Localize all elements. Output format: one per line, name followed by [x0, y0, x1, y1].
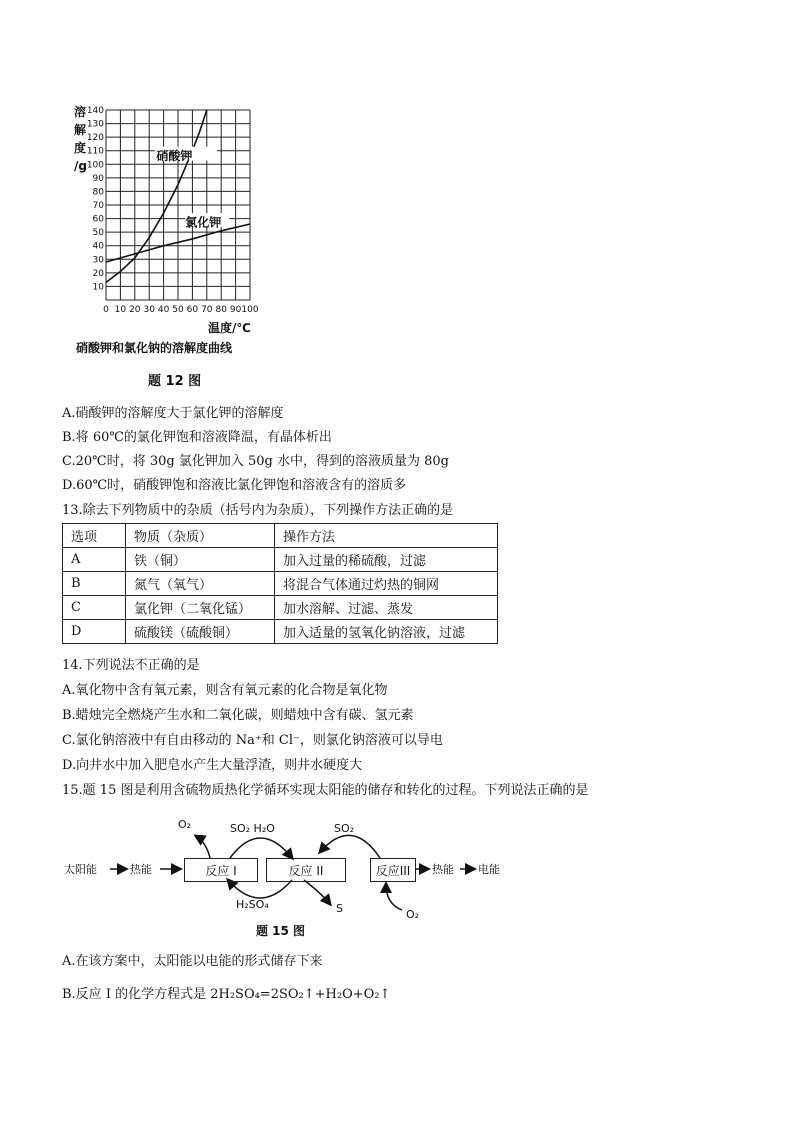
y-tick-label: 130: [86, 119, 104, 130]
q12-option-b: B.将 60℃的氯化钾饱和溶液降温，有晶体析出: [62, 430, 332, 445]
label-s: S: [336, 902, 343, 915]
x-tick-label: 80: [215, 305, 227, 315]
table-cell: 将混合气体通过灼热的铜网: [275, 572, 498, 596]
y-tick-label: 70: [92, 201, 104, 211]
label-electric-energy: 电能: [478, 863, 500, 876]
table-row: [63, 548, 498, 572]
label-heat-energy-left: 热能: [130, 863, 152, 876]
label-heat-energy-right: 热能: [432, 863, 454, 876]
y-tick-label: 110: [86, 146, 104, 157]
table-header-cell: 物质（杂质）: [126, 524, 275, 548]
chart-caption: 题 12 图: [148, 374, 202, 389]
x-tick-label: 50: [172, 305, 184, 315]
q15-option-b: B.反应 I 的化学方程式是 2H₂SO₄=2SO₂↑+H₂O+O₂↑: [62, 987, 391, 1002]
y-tick-label: 20: [92, 268, 104, 279]
chart-title: 硝酸钾和氯化钠的溶解度曲线: [76, 341, 233, 355]
x-axis-label: 温度/℃: [208, 321, 251, 335]
label-solar-energy: 太阳能: [64, 863, 97, 876]
y-tick-label: 80: [92, 187, 104, 198]
table-cell: D: [63, 620, 126, 644]
q12-option-d: D.60℃时，硝酸钾饱和溶液比氯化钾饱和溶液含有的溶质多: [62, 478, 407, 493]
q12-option-c: C.20℃时，将 30g 氯化钾加入 50g 水中，得到的溶液质量为 80g: [62, 454, 449, 469]
x-tick-label: 10: [114, 305, 127, 315]
y-tick-label: 100: [86, 160, 104, 171]
table-row: [63, 620, 498, 644]
x-tick-label: 40: [157, 305, 170, 315]
label-o2-bottom: O₂: [406, 908, 420, 921]
table-cell: 加水溶解、过滤、蒸发: [275, 596, 498, 620]
y-tick-label: 140: [86, 106, 104, 116]
diagram-caption: 题 15 图: [256, 924, 306, 938]
table-cell: 加入过量的稀硫酸，过滤: [275, 548, 498, 572]
q14-option-d: D.向井水中加入肥皂水产生大量浮渣，则井水硬度大: [62, 758, 363, 773]
table-cell: 硫酸镁（硫酸铜）: [126, 620, 275, 644]
table-cell: 加入适量的氢氧化钠溶液，过滤: [275, 620, 498, 644]
q14-option-a: A.氧化物中含有氧元素，则含有氧元素的化合物是氧化物: [62, 683, 388, 698]
series-label-potassium-chloride: 氯化钾: [185, 215, 222, 230]
x-tick-label: 20: [129, 305, 141, 315]
table-header-row: [63, 524, 498, 548]
q13-stem: 13.除去下列物质中的杂质（括号内为杂质），下列操作方法正确的是: [62, 503, 454, 518]
x-tick-label: 0: [103, 305, 109, 315]
table-cell: 氮气（氧气）: [126, 572, 275, 596]
table-header-cell: 操作方法: [275, 524, 498, 548]
x-tick-label: 100: [241, 305, 259, 315]
q12-option-a: A.硝酸钾的溶解度大于氯化钾的溶解度: [62, 406, 284, 421]
x-tick-label: 60: [186, 305, 199, 315]
label-so2-h2o: SO₂ H₂O: [230, 822, 275, 835]
table-header-cell: 选项: [63, 524, 126, 548]
y-axis-label: /g: [74, 159, 87, 173]
q15-stem: 15.题 15 图是利用含硫物质热化学循环实现太阳能的储存和转化的过程。下列说法正确的是: [62, 783, 589, 798]
y-axis-label: 溶: [74, 105, 87, 119]
q14-stem: 14.下列说法不正确的是: [62, 658, 200, 673]
box-reaction-1: 反应 I: [184, 858, 258, 882]
table-row: [63, 596, 498, 620]
series-line-potassium-nitrate: [106, 110, 207, 282]
cycle-diagram: [60, 812, 520, 942]
y-tick-label: 120: [86, 133, 104, 144]
x-tick-label: 70: [201, 305, 213, 315]
label-so2-top: SO₂: [334, 822, 355, 835]
q15-option-a: A.在该方案中，太阳能以电能的形式储存下来: [62, 954, 323, 969]
solubility-chart-svg: [60, 100, 300, 400]
solubility-chart: [60, 100, 300, 400]
table-cell: 氯化钾（二氧化锰）: [126, 596, 275, 620]
y-tick-label: 30: [92, 255, 104, 266]
q14-option-b: B.蜡烛完全燃烧产生水和二氧化碳，则蜡烛中含有碳、氢元素: [62, 708, 414, 723]
table-cell: C: [63, 596, 126, 620]
q14-option-c: C.氯化钠溶液中有自由移动的 Na⁺和 Cl⁻，则氯化钠溶液可以导电: [62, 733, 443, 748]
x-tick-label: 90: [229, 305, 242, 315]
table-cell: 铁（铜）: [126, 548, 275, 572]
y-tick-label: 50: [92, 228, 104, 239]
box-reaction-2: 反应 II: [266, 858, 346, 882]
y-tick-label: 60: [92, 214, 104, 225]
label-o2-top: O₂: [178, 818, 192, 831]
label-h2so4: H₂SO₄: [236, 898, 269, 911]
table-cell: A: [63, 548, 126, 572]
box-reaction-3: 反应III: [370, 858, 416, 882]
table-cell: B: [63, 572, 126, 596]
table-row: [63, 572, 498, 596]
y-tick-label: 40: [92, 241, 104, 252]
y-tick-label: 90: [92, 173, 104, 184]
y-axis-label: 度: [74, 141, 87, 155]
series-label-potassium-nitrate: 硝酸钾: [156, 149, 193, 164]
q13-table: [62, 523, 498, 644]
x-tick-label: 30: [143, 305, 155, 315]
y-axis-label: 解: [74, 123, 87, 137]
y-tick-label: 10: [92, 282, 104, 293]
